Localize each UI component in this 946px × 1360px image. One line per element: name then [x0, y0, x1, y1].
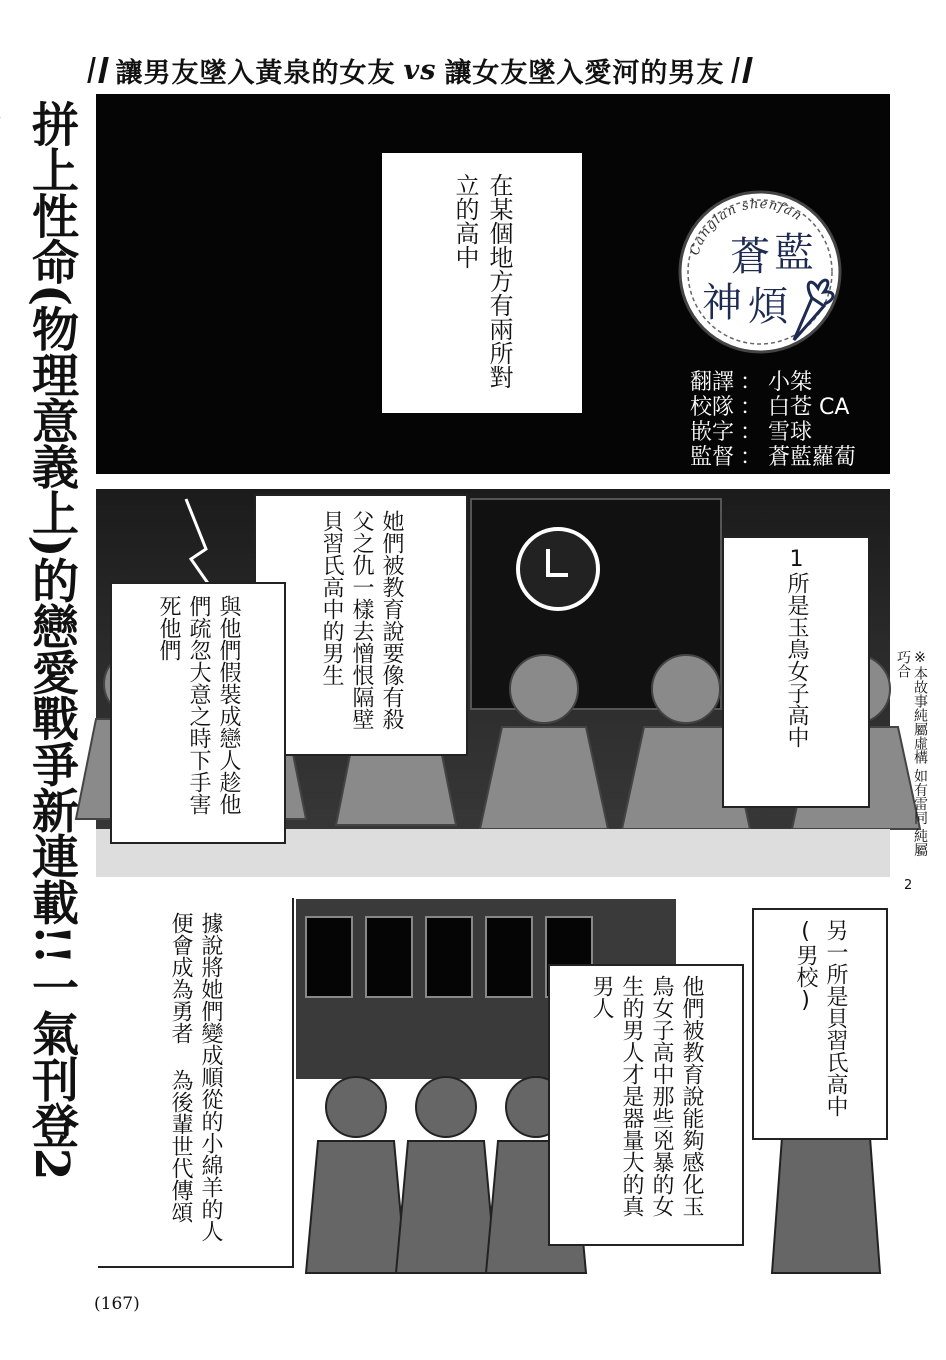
credit-name: 蒼藍蘿蔔 [768, 445, 857, 470]
title-vs: vs [403, 54, 437, 86]
bubble-text: 他們被教育說能夠感化玉鳥女子高中那些兇暴的女生的男人才是器量大的真男人 [589, 975, 704, 1217]
bubble-text: 與他們假裝成戀人趁他們疏忽大意之時下手害死他們 [156, 595, 241, 815]
bubble-text: 她們被教育說要像有殺父之仇一樣去憎恨隔壁貝習氏高中的男生 [319, 510, 404, 730]
stamp-char-4: 煩 [748, 284, 788, 330]
credit-row [690, 395, 880, 420]
stamp-char-2: 藍 [774, 230, 814, 276]
stamp-char-3: 神 [702, 280, 742, 326]
speech-bubble-taught-reform [548, 964, 744, 1246]
credit-name: 小桀 [768, 370, 813, 395]
bubble-text: 據說將她們變成順從的小綿羊的人便會成為勇者 為後輩世代傳頌 [168, 912, 223, 1242]
speech-bubble-hero-legend [98, 898, 294, 1268]
credit-row [690, 420, 880, 445]
title-right: 讓女友墜入愛河的男友 [444, 57, 725, 89]
page-number-small: 2 [904, 878, 913, 893]
scanlation-group-stamp [662, 180, 862, 370]
stamp-char-1: 蒼 [730, 234, 770, 280]
title-left: 讓男友墜入黃泉的女友 [115, 57, 396, 89]
credit-name: 雪球 [768, 420, 813, 445]
narration-text: 在某個地方有兩所對立的高中 [451, 173, 513, 389]
credit-role: 監督 [690, 445, 735, 470]
clock-icon [518, 529, 598, 609]
title-bar-decoration [87, 57, 108, 83]
new-serial-slogan: 拼上性命(物理意義上)的戀愛戰爭新連載!!一氣刊登2 [24, 100, 79, 1180]
stamp-arc-text: Canglan shenfan [687, 196, 805, 258]
credit-sep: ： [740, 395, 763, 420]
credit-name: 白苍 CA [768, 395, 850, 420]
credit-role: 翻譯 [690, 370, 735, 395]
page-number: (167) [94, 1294, 140, 1314]
speech-bubble-boys-school [752, 908, 888, 1140]
credit-sep: ： [740, 370, 763, 395]
speech-bubble-taught-hatred [254, 494, 468, 756]
narration-box-1 [382, 153, 582, 413]
credit-row [690, 370, 880, 395]
bubble-text: 1所是玉鳥女子高中 [784, 547, 809, 748]
speech-bubble-girls-school [722, 536, 870, 808]
credit-sep: ： [740, 420, 763, 445]
title-bar-decoration [732, 57, 753, 83]
credit-row [690, 445, 880, 470]
credit-sep: ： [740, 445, 763, 470]
series-title-header [80, 50, 760, 90]
speech-bubble-pretend-lovers [110, 582, 286, 844]
credit-role: 校隊 [690, 395, 735, 420]
bubble-text: 另一所是貝習氏高中(男校) [793, 919, 848, 1117]
credit-role: 嵌字 [690, 420, 735, 445]
fiction-disclaimer: ※本故事純屬虛構 如有雷同 純屬巧合 [895, 650, 928, 857]
translation-credits [690, 370, 880, 470]
